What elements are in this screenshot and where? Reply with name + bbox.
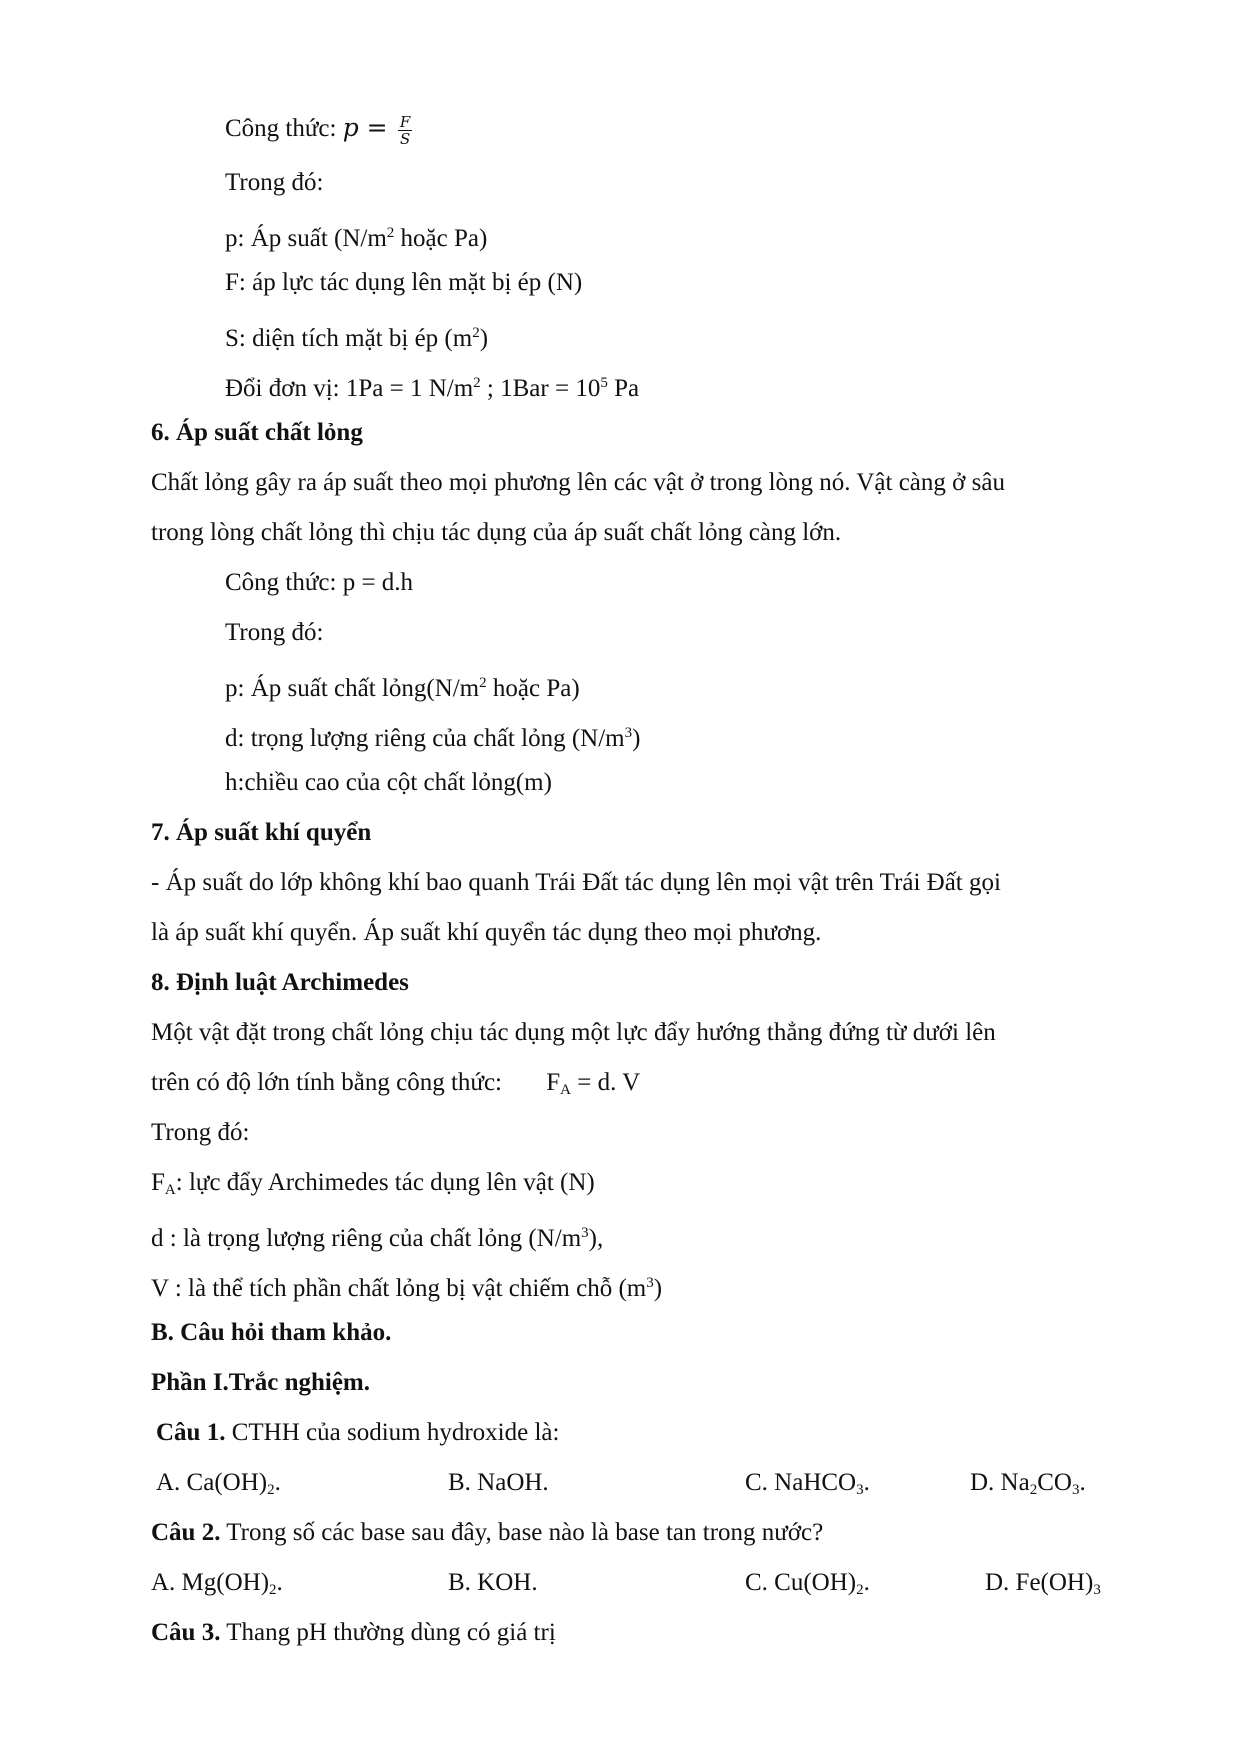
heading-section-8: 8. Định luật Archimedes — [151, 969, 409, 996]
question-3 — [151, 1618, 556, 1648]
def-s-text: S: diện tích mặt bị ép (m — [225, 325, 473, 352]
def-text-end: ) — [632, 725, 641, 752]
option-text-mid: CO — [1037, 1469, 1072, 1496]
question-1 — [156, 1418, 559, 1448]
trong-do-3: Trong đó: — [151, 1119, 250, 1146]
q1-option-c — [745, 1468, 870, 1505]
option-end: . — [276, 1569, 283, 1596]
section6-para-line2: trong lòng chất lỏng thì chịu tác dụng của áp suất chất lỏng càng lớn. — [151, 519, 842, 546]
option-text: D. Fe(OH) — [985, 1569, 1094, 1596]
superscript: 3 — [646, 1275, 654, 1291]
subscript: 3 — [1071, 1482, 1080, 1498]
def-text: d: trọng lượng riêng của chất lỏng (N/m — [225, 725, 625, 752]
subscript: 3 — [1093, 1582, 1101, 1598]
q1-option-d — [970, 1468, 1086, 1505]
subscript: 2 — [269, 1582, 277, 1598]
def-text: d : là trọng lượng riêng của chất lỏng (N/m — [151, 1225, 582, 1252]
fraction-denominator: S — [399, 129, 411, 148]
superscript: 2 — [479, 675, 487, 691]
option-text: A. Ca(OH) — [156, 1469, 268, 1496]
subscript: A — [560, 1082, 572, 1098]
subscript: 2 — [267, 1482, 275, 1498]
question-2 — [151, 1518, 823, 1548]
superscript: 5 — [600, 375, 608, 391]
formula-label: Công thức: — [225, 115, 337, 142]
heading-section-6: 6. Áp suất chất lỏng — [151, 419, 363, 446]
option-text: C. NaHCO — [745, 1469, 857, 1496]
q1-option-b: B. NaOH. — [448, 1469, 549, 1496]
section7-para-line2: là áp suất khí quyển. Áp suất khí quyển tác dụng theo mọi phương. — [151, 919, 822, 946]
def-text-end: hoặc Pa) — [486, 675, 580, 702]
option-end: . — [274, 1469, 281, 1496]
q2-option-b: B. KOH. — [448, 1569, 538, 1596]
formula-f: F — [546, 1069, 561, 1096]
q2-option-c — [745, 1568, 870, 1605]
option-end: . — [1079, 1469, 1086, 1496]
fraction-numerator: F — [399, 112, 411, 131]
subscript: 3 — [856, 1482, 864, 1498]
section7-para-line1: - Áp suất do lớp không khí bao quanh Trái Đất tác dụng lên mọi vật trên Trái Đất gọi — [151, 869, 1001, 896]
def-p-pressure — [225, 218, 487, 254]
def-s-text-end: ) — [479, 325, 489, 352]
def-s-area — [225, 318, 488, 354]
superscript: 2 — [472, 325, 480, 341]
convert-text-mid: ; 1Bar = 10 — [480, 375, 601, 402]
def-p-liquid — [225, 668, 580, 704]
section6-para-line1: Chất lỏng gây ra áp suất theo mọi phương lên các vật ở trong lòng nó. Vật càng ở sâu — [151, 469, 1005, 496]
def-p-text-end: hoặc Pa) — [394, 225, 488, 252]
def-f-force: F: áp lực tác dụng lên mặt bị ép (N) — [225, 269, 583, 296]
heading-section-7: 7. Áp suất khí quyển — [151, 819, 372, 846]
def-text-end: ), — [588, 1225, 604, 1252]
question-label: Câu 1. — [156, 1419, 226, 1446]
heading-part-b: B. Câu hỏi tham khảo. — [151, 1319, 392, 1346]
question-label: Câu 2. — [151, 1519, 221, 1546]
question-label: Câu 3. — [151, 1619, 221, 1646]
def-d-weight-2 — [151, 1218, 603, 1254]
question-text: Thang pH thường dùng có giá trị — [220, 1619, 556, 1646]
convert-text: Đổi đơn vị: 1Pa = 1 N/m — [225, 375, 474, 402]
def-p-text: p: Áp suất (N/m — [225, 225, 387, 252]
heading-part-1: Phần I.Trắc nghiệm. — [151, 1369, 370, 1396]
def-d-weight — [225, 718, 640, 754]
formula-pressure — [225, 113, 412, 147]
option-text: D. Na — [970, 1469, 1030, 1496]
def-text: F — [151, 1169, 165, 1196]
option-end: . — [863, 1569, 870, 1596]
formula-liquid-pressure: Công thức: p = d.h — [225, 569, 414, 596]
def-h-height: h:chiều cao của cột chất lỏng(m) — [225, 769, 552, 796]
superscript: 2 — [473, 375, 481, 391]
formula-p: p = — [342, 113, 388, 142]
q2-option-d — [985, 1568, 1101, 1605]
superscript: 2 — [386, 225, 395, 241]
trong-do-2: Trong đó: — [225, 619, 324, 646]
def-text-end: : lực đẩy Archimedes tác dụng lên vật (N) — [175, 1169, 595, 1196]
def-text-end: ) — [653, 1275, 663, 1302]
superscript: 3 — [624, 725, 633, 741]
superscript: 3 — [581, 1225, 589, 1241]
def-text: V : là thể tích phần chất lỏng bị vật chiếm chỗ (m — [151, 1275, 647, 1302]
subscript: 2 — [1029, 1482, 1038, 1498]
question-text: Trong số các base sau đây, base nào là base tan trong nước? — [220, 1519, 824, 1546]
def-v-volume — [151, 1268, 662, 1304]
convert-text-end: Pa — [607, 375, 640, 402]
formula-rest: = d. V — [571, 1069, 641, 1096]
option-end: . — [863, 1469, 870, 1496]
section8-para-line2 — [151, 1068, 640, 1105]
def-text: p: Áp suất chất lỏng(N/m — [225, 675, 480, 702]
trong-do-1: Trong đó: — [225, 169, 324, 196]
para-text: trên có độ lớn tính bằng công thức: — [151, 1069, 503, 1096]
formula-archimedes — [546, 1069, 640, 1096]
q1-option-a — [156, 1468, 281, 1505]
def-fa-force — [151, 1168, 595, 1205]
section8-para-line1: Một vật đặt trong chất lỏng chịu tác dụng một lực đẩy hướng thẳng đứng từ dưới lên — [151, 1019, 996, 1046]
subscript: A — [164, 1182, 176, 1198]
question-text: CTHH của sodium hydroxide là: — [225, 1419, 560, 1446]
option-text: C. Cu(OH) — [745, 1569, 857, 1596]
formula-fraction — [398, 114, 412, 147]
q2-option-a — [151, 1568, 283, 1605]
unit-conversion — [225, 368, 639, 404]
option-text: A. Mg(OH) — [151, 1569, 270, 1596]
subscript: 2 — [856, 1582, 864, 1598]
